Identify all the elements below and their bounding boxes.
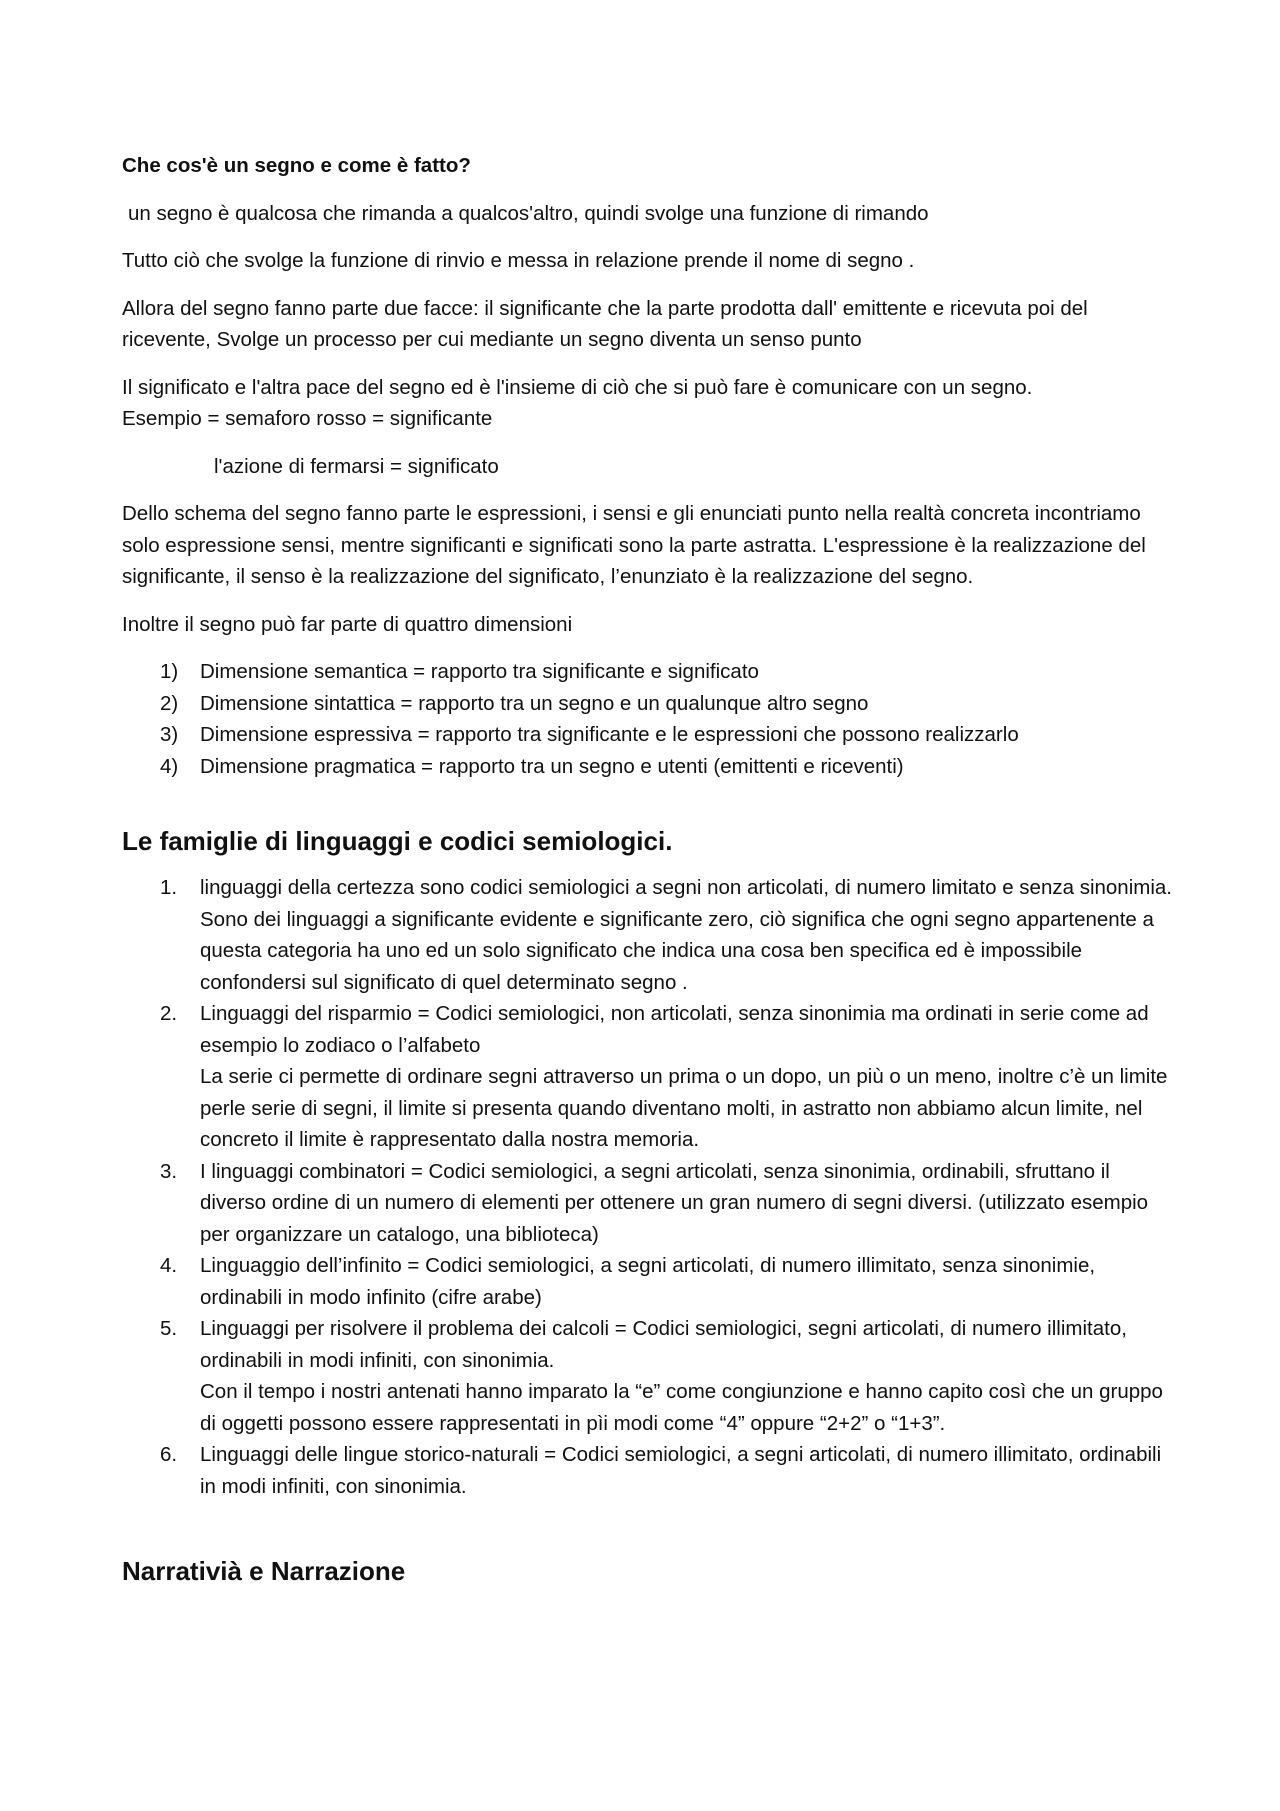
list-number: 4) xyxy=(160,754,179,778)
list-item-text: Linguaggio dell’infinito = Codici semiologici, a segni articolati, di numero illimitato, senza sinonimie, ordinabili in modo infinito (cifre arabe) xyxy=(200,1254,1096,1309)
list-number: 3) xyxy=(160,723,179,746)
list-item-text: Linguaggi delle lingue storico-naturali = Codici semiologici, a segni articolati, di numero illimitato, ordinabili in modi infiniti, con sinonimia. xyxy=(200,1443,1162,1498)
list-item-text: linguaggi della certezza sono codici semiologici a segni non articolati, di numero limitato e senza sinonimia. xyxy=(200,876,1172,899)
list-item-text: Dimensione espressiva = rapporto tra significante e le espressioni che possono realizzarlo xyxy=(200,723,1019,746)
list-item-text: La serie ci permette di ordinare segni attraverso un prima o un dopo, un più o un meno, inoltre c’è un limite perle serie di segni, il limite si presenta quando diventano molti, in astratto non abbiamo alcun limite, nel concreto il limite è rappresentato dalla nostra memoria. xyxy=(200,1065,1168,1151)
document-page xyxy=(122,150,1172,1602)
list-item xyxy=(122,1156,1172,1251)
list-number: 2) xyxy=(160,691,179,715)
list-number: 6. xyxy=(160,1443,178,1466)
paragraph-sign-function: Tutto ciò che svolge la funzione di rinvio e messa in relazione prende il nome di segno . xyxy=(122,249,915,272)
list-item-text: Con il tempo i nostri antenati hanno imparato la “e” come congiunzione e hanno capito così che un gruppo di oggetti possono essere rappresentati in pìi modi come “4” oppure “2+2” o “1+3”. xyxy=(200,1380,1163,1435)
section-heading-narrative: Narrativià e Narrazione xyxy=(122,1556,406,1586)
list-item xyxy=(122,751,1172,783)
paragraph-schema: Dello schema del segno fanno parte le espressioni, i sensi e gli enunciati punto nella realtà concreta incontriamo solo espressione sensi, mentre significanti e significati sono la parte astratta. L'espressione è la realizzazione del significante, il senso è la realizzazione del significato, l’enunziato è la realizzazione del segno. xyxy=(122,502,1146,588)
list-item-text: Dimensione pragmatica = rapporto tra un segno e utenti (emittenti e riceventi) xyxy=(200,754,904,778)
list-item xyxy=(122,719,1172,751)
list-item xyxy=(122,998,1172,1156)
paragraph-significante: Allora del segno fanno parte due facce: il significante che la parte prodotta dall' emittente e ricevuta poi del ricevente, Svolge un processo per cui mediante un segno diventa un senso punto xyxy=(122,296,1088,351)
list-item-text: I linguaggi combinatori = Codici semiologici, a segni articolati, senza sinonimia, ordinabili, sfruttano il diverso ordine di un numero di elementi per ottenere un gran numero di segni diversi. (utilizzato esempio per organizzare un catalogo, una biblioteca) xyxy=(200,1159,1149,1246)
list-number: 3. xyxy=(160,1159,178,1183)
paragraph-significato: Il significato e l'altra pace del segno ed è l'insieme di ciò che si può fare è comunicare con un segno. xyxy=(122,375,1033,399)
list-number: 4. xyxy=(160,1254,178,1277)
list-number: 5. xyxy=(160,1317,178,1340)
list-item xyxy=(122,1439,1172,1502)
list-item xyxy=(122,1250,1172,1313)
list-number: 2. xyxy=(160,1002,178,1025)
list-item xyxy=(122,1313,1172,1439)
list-item-text: Dimensione semantica = rapporto tra significante e significato xyxy=(200,660,759,683)
dimensions-list xyxy=(122,656,1172,782)
paragraph-sign-definition: un segno è qualcosa che rimanda a qualcos'altro, quindi svolge una funzione di rimando xyxy=(128,201,929,225)
list-item xyxy=(122,872,1172,998)
list-item-text: Dimensione sintattica = rapporto tra un segno e un qualunque altro segno xyxy=(200,691,869,715)
paragraph-example-meaning: l'azione di fermarsi = significato xyxy=(214,454,499,478)
list-item-text: Sono dei linguaggi a significante evidente e significante zero, ciò significa che ogni segno appartenente a questa categoria ha uno ed un solo significato che indica una cosa ben specifica ed è impossibile confondersi sul significato di quel determinato segno . xyxy=(200,907,1154,994)
question-heading: Che cos'è un segno e come è fatto? xyxy=(122,154,471,177)
list-number: 1. xyxy=(160,876,178,899)
list-item xyxy=(122,688,1172,720)
list-item-text: Linguaggi del risparmio = Codici semiologici, non articolati, senza sinonimia ma ordinati in serie come ad esempio lo zodiaco o l’alfabeto xyxy=(200,1002,1149,1057)
list-item xyxy=(122,656,1172,688)
list-number: 1) xyxy=(160,660,179,683)
families-list xyxy=(122,872,1172,1502)
list-item-text: Linguaggi per risolvere il problema dei calcoli = Codici semiologici, segni articolati, di numero illimitato, ordinabili in modi infiniti, con sinonimia. xyxy=(200,1317,1127,1372)
section-heading-families: Le famiglie di linguaggi e codici semiologici. xyxy=(122,826,673,856)
paragraph-dimensions-intro: Inoltre il segno può far parte di quattro dimensioni xyxy=(122,612,573,636)
paragraph-example: Esempio = semaforo rosso = significante xyxy=(122,407,493,430)
